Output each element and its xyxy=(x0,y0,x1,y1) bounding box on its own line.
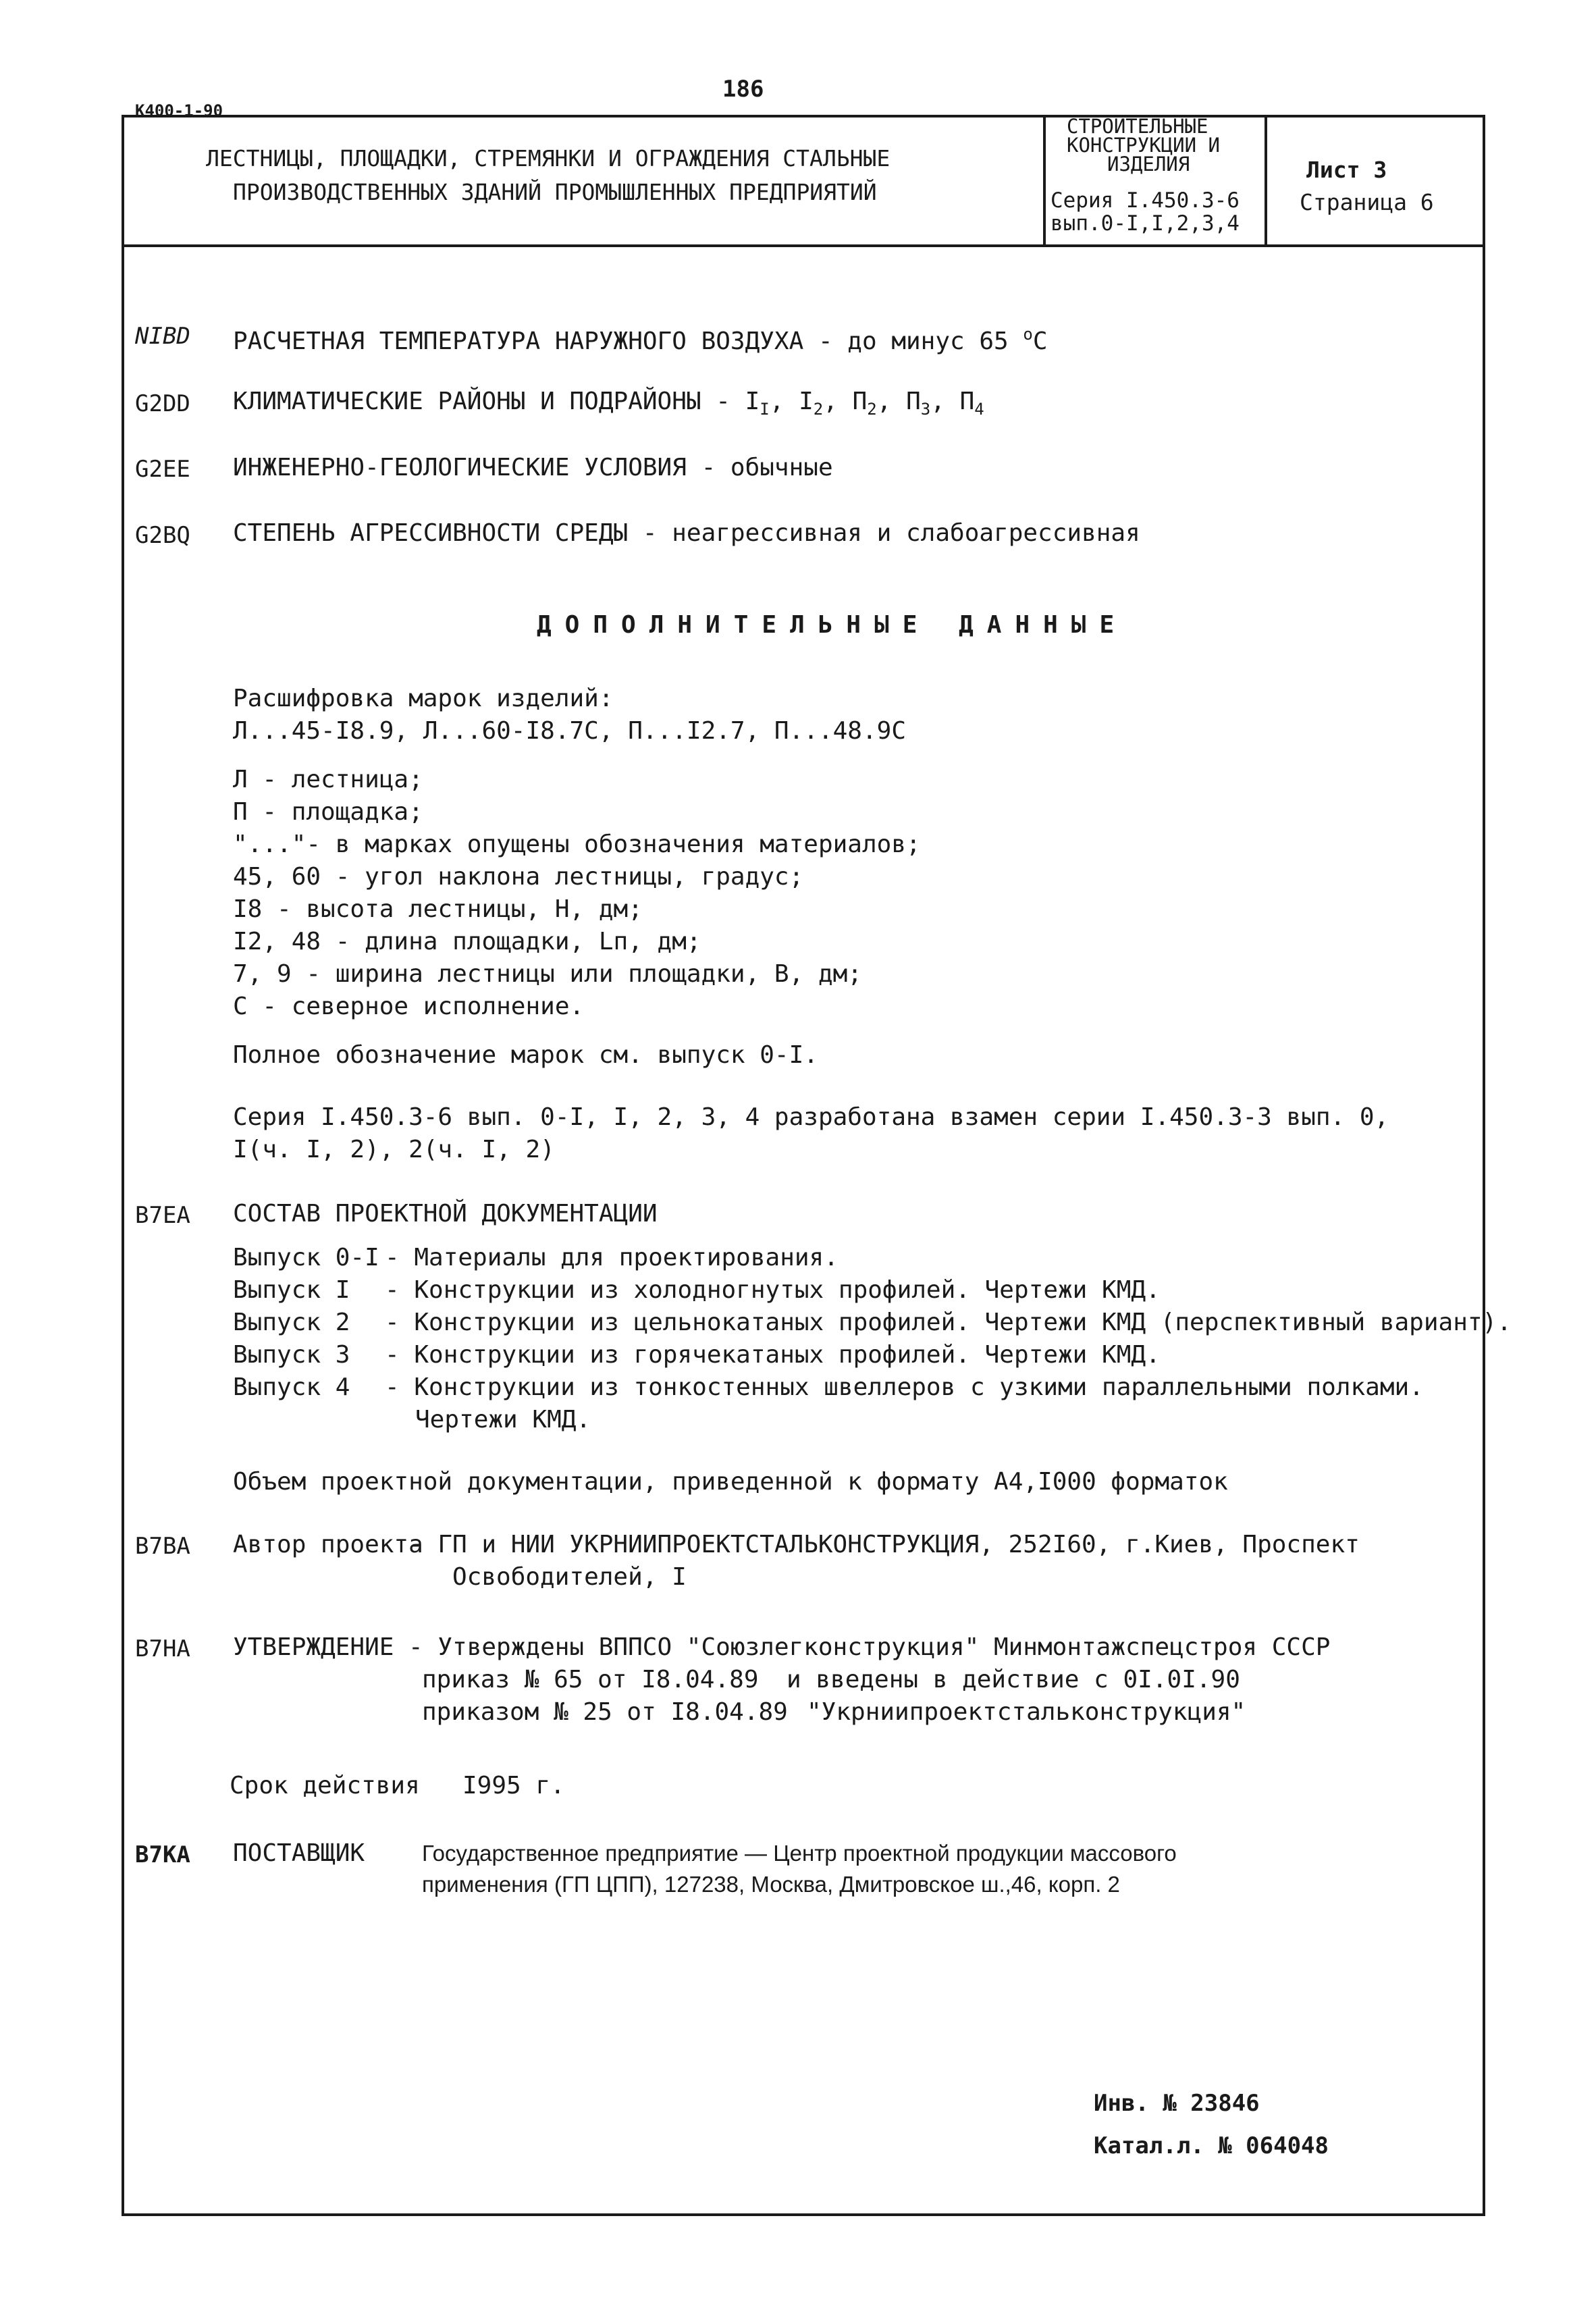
header-vline-1 xyxy=(1043,115,1046,244)
author-label: Автор проекта xyxy=(233,1531,423,1558)
issue-desc: - Конструкции из цельнокатаных профилей. Чертежи КМД (перспективный вариант). xyxy=(385,1309,1512,1336)
field-temperature-text: РАСЧЕТНАЯ ТЕМПЕРАТУРА НАРУЖНОГО ВОЗДУХА - до минус 65 xyxy=(233,327,1023,355)
header-series-line1: СТРОИТЕЛЬНЫЕ xyxy=(1067,115,1208,138)
decoding-line: I8 - высота лестницы, Н, дм; xyxy=(233,895,643,923)
header-title-line2: ПРОИЗВОДСТВЕННЫХ ЗДАНИЙ ПРОМЫШЛЕННЫХ ПРЕДПРИЯТИЙ xyxy=(233,179,877,205)
full-designation-note: Полное обозначение марок см. выпуск 0-I. xyxy=(233,1041,818,1069)
climate-region: $П_4$ xyxy=(959,388,984,419)
field-code-geology: G2EE xyxy=(135,456,190,483)
field-code-aggressiveness: G2BQ xyxy=(135,522,190,549)
field-code-climate: G2DD xyxy=(135,390,190,417)
field-geology: ИНЖЕНЕРНО-ГЕОЛОГИЧЕСКИЕ УСЛОВИЯ - обычные xyxy=(233,454,833,481)
decoding-line: П - площадка; xyxy=(233,798,423,826)
header-page: Страница 6 xyxy=(1300,189,1434,215)
field-temperature-degree: о xyxy=(1023,325,1033,344)
header-sheet: Лист 3 xyxy=(1306,157,1387,183)
decoding-line: С - северное исполнение. xyxy=(233,993,585,1020)
header-series-code: Серия I.450.3-6 xyxy=(1050,188,1240,213)
issue-desc: - Конструкции из горячекатаных профилей. Чертежи КМД. xyxy=(385,1341,1161,1369)
inventory-number: Инв. № 23846 xyxy=(1094,2090,1260,2117)
documentation-volume: Объем проектной документации, приведенной к формату А4,I000 форматок xyxy=(233,1468,1228,1496)
decoding-line: 7, 9 - ширина лестницы или площадки, В, дм; xyxy=(233,960,862,988)
header-divider xyxy=(122,244,1485,247)
field-aggressiveness: СТЕПЕНЬ АГРЕССИВНОСТИ СРЕДЫ - неагрессивная и слабоагрессивная xyxy=(233,519,1140,547)
climate-region: $П_2$ xyxy=(852,388,877,419)
issue-name: Выпуск 3 xyxy=(233,1341,350,1369)
approval-org: "Укрниипроектстальконструкция" xyxy=(807,1698,1246,1726)
issue-name: Выпуск 2 xyxy=(233,1309,350,1336)
climate-region: $П_3$ xyxy=(906,388,931,419)
approval-order2: приказом № 25 от I8.04.89 xyxy=(422,1698,788,1726)
field-climate: КЛИМАТИЧЕСКИЕ РАЙОНЫ И ПОДРАЙОНЫ - $I_I$, $I_2$, $П_2$, $П_3$, $П_4$ xyxy=(233,388,984,419)
decoding-line: 45, 60 - угол наклона лестницы, градус; xyxy=(233,863,804,891)
field-temperature-unit: С xyxy=(1032,327,1048,355)
decoding-line: I2, 48 - длина площадки, Lп, дм; xyxy=(233,928,701,955)
document-code: К400-1-90 xyxy=(135,101,223,120)
validity-label: Срок действия xyxy=(230,1772,420,1799)
decoding-line: "..."- в марках опущены обозначения материалов; xyxy=(233,831,921,858)
issue-desc: - Конструкции из холодногнутых профилей. Чертежи КМД. xyxy=(385,1276,1161,1304)
decoding-intro: Расшифровка марок изделий: xyxy=(233,685,614,712)
catalog-number: Катал.л. № 064048 xyxy=(1094,2132,1329,2159)
issue-name: Выпуск I xyxy=(233,1276,350,1304)
approval-order1: приказ № 65 от I8.04.89 xyxy=(422,1666,759,1693)
additional-data-title: ДОПОЛНИТЕЛЬНЫЕ ДАННЫЕ xyxy=(537,611,1128,639)
author-line1: - ГП и НИИ УКРНИИПРОЕКТСТАЛЬКОНСТРУКЦИЯ, 252I60, г.Киев, Проспект xyxy=(408,1531,1360,1558)
author-code: B7BA xyxy=(135,1533,190,1560)
issue-desc-continuation: Чертежи КМД. xyxy=(415,1406,591,1434)
supplier-line2: применения (ГП ЦПП), 127238, Москва, Дмитровское ш.,46, корп. 2 xyxy=(422,1872,1120,1897)
field-climate-text: КЛИМАТИЧЕСКИЕ РАЙОНЫ И ПОДРАЙОНЫ - xyxy=(233,388,745,415)
header-series-line2: КОНСТРУКЦИИ И xyxy=(1067,134,1220,157)
composition-title: СОСТАВ ПРОЕКТНОЙ ДОКУМЕНТАЦИИ xyxy=(233,1200,658,1228)
decoding-marks: Л...45-I8.9, Л...60-I8.7С, П...I2.7, П...48.9С xyxy=(233,717,906,745)
climate-region: $I_2$ xyxy=(799,388,824,419)
climate-region: $I_I$ xyxy=(745,388,770,419)
approval-code: B7HA xyxy=(135,1635,190,1662)
field-temperature xyxy=(233,317,1048,359)
header-series-line3: ИЗДЕЛИЯ xyxy=(1107,153,1190,176)
author-line2: Освободителей, I xyxy=(452,1563,687,1591)
field-code-temperature: NIBD xyxy=(135,323,190,350)
issue-desc: - Конструкции из тонкостенных швеллеров с узкими параллельными полками. xyxy=(385,1373,1424,1401)
issue-desc: - Материалы для проектирования. xyxy=(385,1244,839,1271)
approval-label: УТВЕРЖДЕНИЕ xyxy=(233,1633,394,1661)
header-vline-2 xyxy=(1265,115,1267,244)
validity-value: I995 г. xyxy=(462,1772,565,1799)
series-replacement-line1: Серия I.450.3-6 вып. 0-I, I, 2, 3, 4 разработана взамен серии I.450.3-3 вып. 0, xyxy=(233,1103,1389,1131)
series-replacement-line2: I(ч. I, 2), 2(ч. I, 2) xyxy=(233,1136,555,1163)
supplier-code: B7KA xyxy=(135,1841,190,1868)
composition-code: B7EA xyxy=(135,1202,190,1229)
decoding-line: Л - лестница; xyxy=(233,766,423,793)
approval-line1: - Утверждены ВППСО "Союзлегконструкция" Минмонтажспецстроя СССР xyxy=(408,1633,1331,1661)
page-number: 186 xyxy=(722,76,764,103)
supplier-line1: Государственное предприятие — Центр проектной продукции массового xyxy=(422,1841,1177,1866)
issue-name: Выпуск 0-I xyxy=(233,1244,379,1271)
approval-effective: и введены в действие с 0I.0I.90 xyxy=(787,1666,1240,1693)
issue-name: Выпуск 4 xyxy=(233,1373,350,1401)
header-series-issues: вып.0-I,I,2,3,4 xyxy=(1050,211,1240,236)
header-title-line1: ЛЕСТНИЦЫ, ПЛОЩАДКИ, СТРЕМЯНКИ И ОГРАЖДЕНИЯ СТАЛЬНЫЕ xyxy=(206,145,890,172)
supplier-label: ПОСТАВЩИК xyxy=(233,1839,365,1867)
